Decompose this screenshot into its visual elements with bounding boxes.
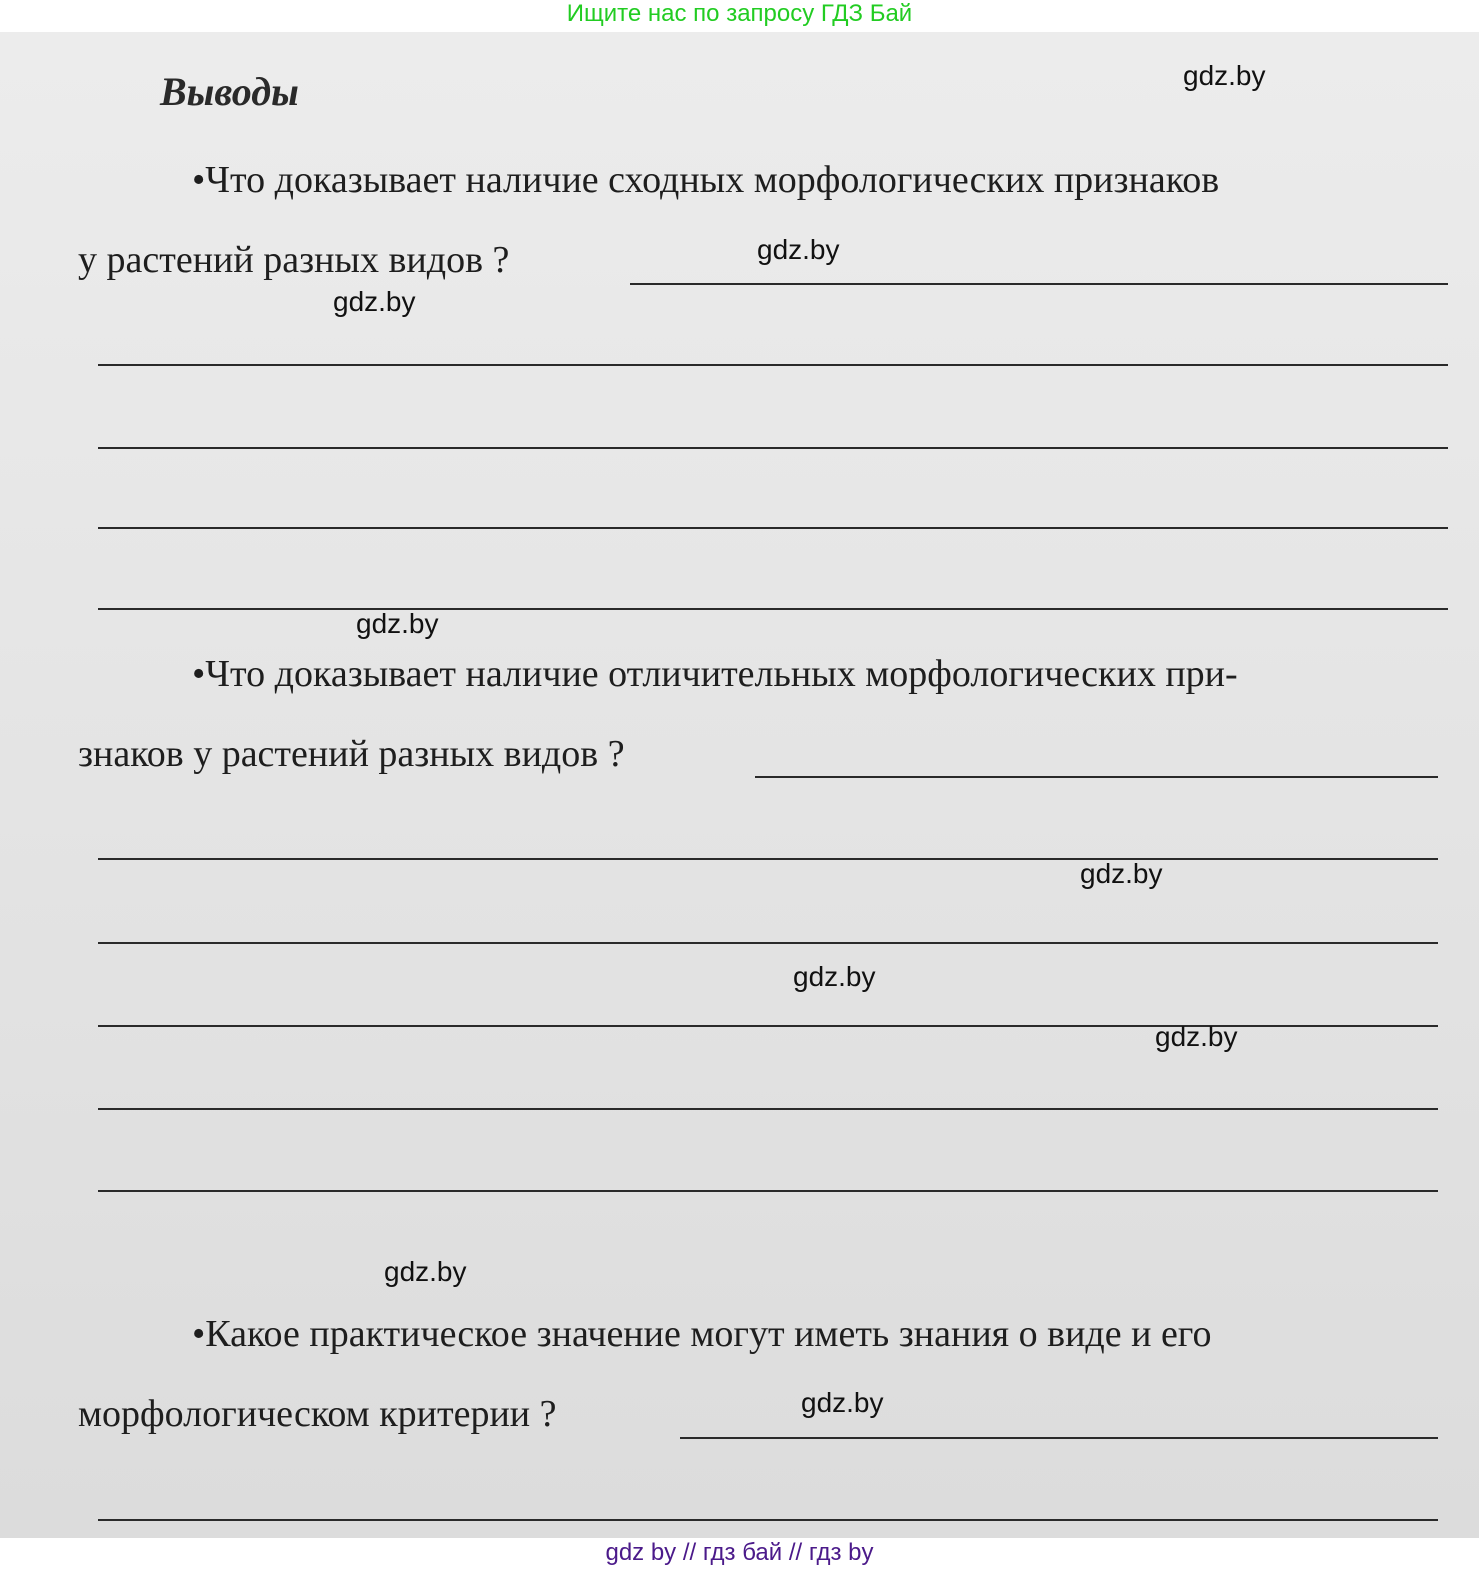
answer-line[interactable] (98, 364, 1448, 366)
watermark: gdz.by (1183, 60, 1266, 91)
watermark: gdz.by (333, 286, 416, 317)
watermark: gdz.by (1155, 1021, 1238, 1052)
question-3-line-2: морфологическом критерии ? (78, 1393, 557, 1435)
watermark: gdz.by (801, 1387, 884, 1418)
answer-line[interactable] (630, 283, 1448, 285)
answer-line[interactable] (98, 942, 1438, 944)
watermark: gdz.by (356, 608, 439, 639)
answer-line[interactable] (98, 1108, 1438, 1110)
question-1-line-1: •Что доказывает наличие сходных морфологических признаков (192, 159, 1220, 201)
watermark: gdz.by (384, 1256, 467, 1287)
question-3-line-1: •Какое практическое значение могут иметь знания о виде и его (192, 1313, 1212, 1355)
answer-line[interactable] (755, 776, 1438, 778)
question-2-line-2: знаков у растений разных видов ? (78, 733, 625, 775)
watermark: gdz.by (757, 234, 840, 265)
question-1-line-2: у растений разных видов ? (78, 239, 510, 281)
section-title: Выводы (160, 69, 299, 114)
answer-line[interactable] (98, 1190, 1438, 1192)
answer-line[interactable] (98, 1519, 1438, 1521)
watermark: gdz.by (1080, 858, 1163, 889)
answer-line[interactable] (98, 858, 1438, 860)
answer-line[interactable] (98, 527, 1448, 529)
footer-links[interactable]: gdz by // гдз бай // гдз by (605, 1539, 874, 1566)
answer-line[interactable] (680, 1437, 1438, 1439)
search-banner[interactable]: Ищите нас по запросу ГДЗ Бай (566, 0, 913, 27)
watermark: gdz.by (793, 961, 876, 992)
answer-line[interactable] (98, 608, 1448, 610)
question-2-line-1: •Что доказывает наличие отличительных морфологических при- (192, 653, 1238, 695)
answer-line[interactable] (98, 447, 1448, 449)
